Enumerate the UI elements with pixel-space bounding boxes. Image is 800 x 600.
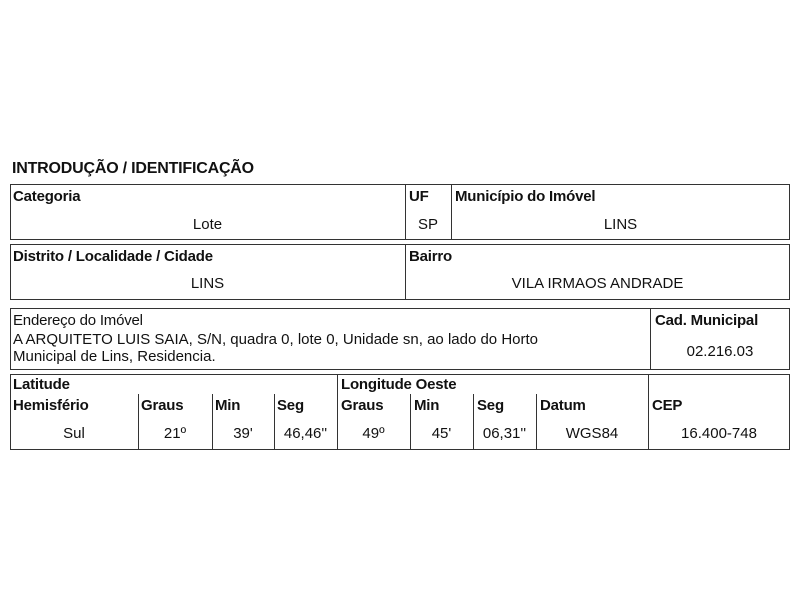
lon-graus-value: 49º <box>362 425 385 442</box>
lat-graus-label: Graus <box>141 397 184 414</box>
endereco-line1: A ARQUITETO LUIS SAIA, S/N, quadra 0, lote 0, Unidade sn, ao lado do Horto <box>13 331 538 348</box>
distrito-label: Distrito / Localidade / Cidade <box>13 248 213 265</box>
divider <box>650 308 651 370</box>
datum-value: WGS84 <box>565 425 619 442</box>
endereco-line2: Municipal de Lins, Residencia. <box>13 348 216 365</box>
cad-municipal-label: Cad. Municipal <box>655 312 759 329</box>
longitude-label: Longitude Oeste <box>341 376 457 393</box>
hemisferio-value: Sul <box>63 425 85 442</box>
distrito-value: LINS <box>190 275 225 292</box>
section-title: INTRODUÇÃO / IDENTIFICAÇÃO <box>12 160 254 177</box>
cep-label: CEP <box>652 397 683 414</box>
datum-label: Datum <box>540 397 586 414</box>
lon-min-value: 45' <box>431 425 452 442</box>
bairro-value: VILA IRMAOS ANDRADE <box>511 275 684 292</box>
lon-graus-label: Graus <box>341 397 384 414</box>
cep-value: 16.400-748 <box>681 425 757 442</box>
categoria-label: Categoria <box>13 188 81 205</box>
hemisferio-label: Hemisfério <box>13 397 89 414</box>
lon-min-label: Min <box>414 397 440 414</box>
lat-seg-value: 46,46'' <box>283 425 328 442</box>
cad-municipal-value: 02.216.03 <box>686 343 754 360</box>
uf-value: SP <box>417 216 438 233</box>
lat-graus-value: 21º <box>163 425 187 442</box>
lat-min-label: Min <box>215 397 241 414</box>
latitude-label: Latitude <box>13 376 70 393</box>
categoria-value: Lote <box>192 216 223 233</box>
bairro-label: Bairro <box>409 248 452 265</box>
municipio-label: Município do Imóvel <box>455 188 596 205</box>
lon-seg-value: 06,31'' <box>482 425 527 442</box>
endereco-label: Endereço do Imóvel <box>13 312 143 329</box>
lat-seg-label: Seg <box>277 397 304 414</box>
uf-label: UF <box>409 188 429 205</box>
lon-seg-label: Seg <box>477 397 504 414</box>
lat-min-value: 39' <box>233 425 253 442</box>
municipio-value: LINS <box>603 216 638 233</box>
